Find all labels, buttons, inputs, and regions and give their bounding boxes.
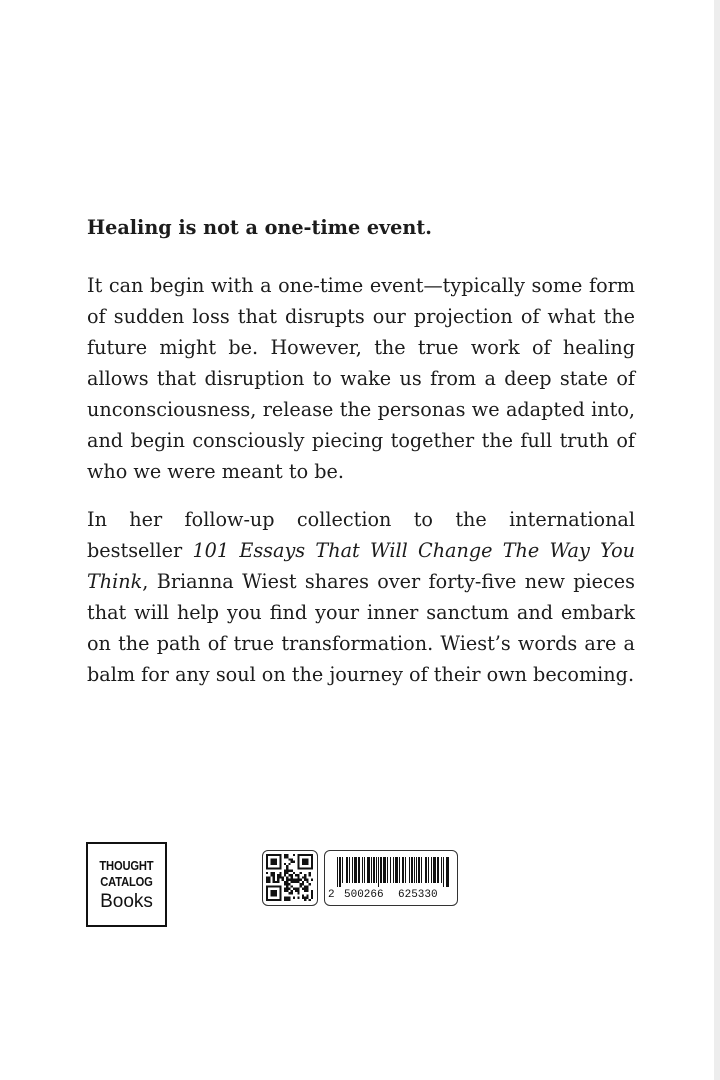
- publisher-logo-line-3: Books: [100, 890, 153, 912]
- blurb-headline: Healing is not a one-time event.: [87, 216, 432, 239]
- qr-code: [262, 850, 318, 906]
- barcode-icon: [335, 857, 451, 887]
- referenced-book-title: 101 Essays That Will Change The Way You Think: [87, 539, 635, 593]
- blurb-paragraph-2: [87, 504, 635, 690]
- back-cover-blurb: [87, 212, 635, 690]
- publisher-logo-line-2: CATALOG: [100, 873, 153, 889]
- qr-code-icon: [266, 854, 313, 901]
- publisher-logo: [86, 842, 167, 927]
- barcode-lead-digit: 2: [328, 889, 335, 901]
- barcode-right-digits: 625330: [398, 889, 438, 901]
- isbn-barcode: [324, 850, 458, 906]
- blurb-paragraph-2-intro: In her follow-up collection to the international bestseller: [87, 508, 635, 562]
- blurb-paragraph-1: It can begin with a one-time event—typically some form of sudden loss that disrupts our projection of what the future might be. However, the true work of healing allows that disruption to wake us from a deep state of unconsciousness, release the personas we adapted into, and begin consciously piecing together the full truth of who we were meant to be.: [87, 274, 635, 483]
- blurb-paragraph-2-rest: , Brianna Wiest shares over forty-five new pieces that will help you find your inner sanctum and embark on the path of true transformation. Wiest’s words are a balm for any soul on the journey of their own becoming.: [87, 570, 635, 686]
- publisher-logo-line-1: THOUGHT: [99, 857, 154, 873]
- barcode-left-digits: 500266: [344, 889, 384, 901]
